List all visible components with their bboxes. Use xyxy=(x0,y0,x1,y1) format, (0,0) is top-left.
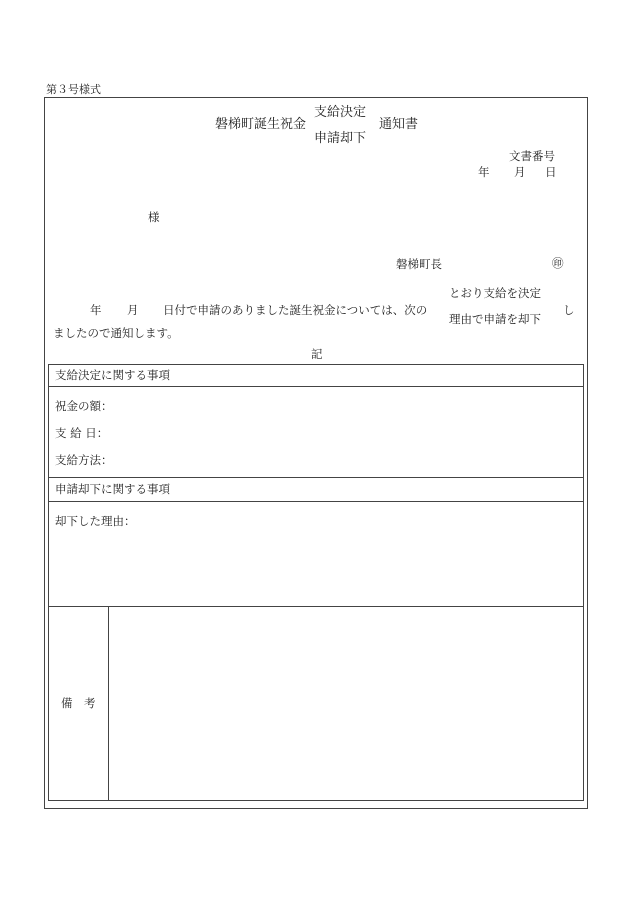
title-suffix: 通知書 xyxy=(379,117,419,132)
title-option-upper: 支給決定 xyxy=(314,105,367,120)
grant-header-divider xyxy=(48,386,584,387)
reject-header-divider xyxy=(48,501,584,502)
body-month: 月 xyxy=(127,303,139,317)
body-tail: し xyxy=(563,303,575,317)
ki-mark: 記 xyxy=(311,347,323,361)
body-main-text: 日付で申請のありました誕生祝金については、次の xyxy=(163,303,428,317)
seal-mark: ㊞ xyxy=(552,256,564,270)
body-option-lower: 理由で申請を却下 xyxy=(449,312,541,326)
sender-name: 磐梯町長 xyxy=(396,257,442,271)
body-year: 年 xyxy=(90,303,102,317)
remarks-field[interactable] xyxy=(109,607,583,800)
body-line2: ましたので通知します。 xyxy=(53,326,179,340)
reject-reason-label: 却下した理由： xyxy=(55,514,136,528)
date-month-label: 月 xyxy=(514,165,526,179)
addressee-suffix: 様 xyxy=(148,210,160,224)
grant-section-header: 支給決定に関する事項 xyxy=(55,368,170,382)
title-prefix: 磐梯町誕生祝金 xyxy=(215,117,307,132)
grant-date-label: 支 給 日： xyxy=(55,426,109,440)
grant-amount-label: 祝金の額： xyxy=(55,399,113,413)
date-year-label: 年 xyxy=(478,165,490,179)
reject-section-header: 申請却下に関する事項 xyxy=(55,482,170,496)
date-day-label: 日 xyxy=(545,165,557,179)
body-option-upper: とおり支給を決定 xyxy=(449,286,541,300)
doc-number-label: 文書番号 xyxy=(509,149,555,163)
form-label: 第３号様式 xyxy=(46,83,101,96)
remarks-label: 備 考 xyxy=(61,696,96,710)
title-option-lower: 申請却下 xyxy=(314,131,367,146)
grant-method-label: 支給方法： xyxy=(55,453,113,467)
grant-section-bottom xyxy=(48,477,584,478)
